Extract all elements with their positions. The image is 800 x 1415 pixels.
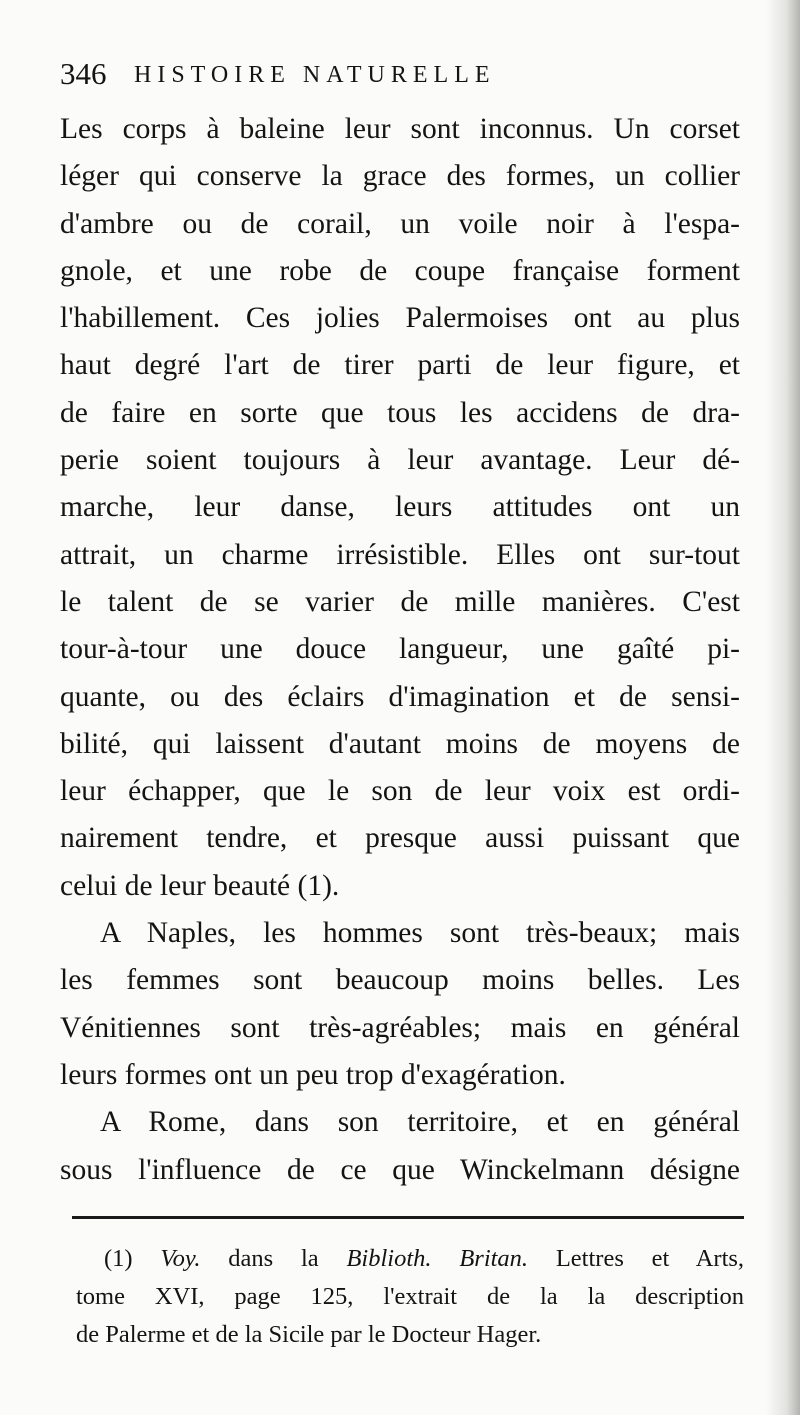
footnote [76,1240,744,1354]
text-line: leurs formes ont un peu trop d'exagération. [60,1058,566,1091]
footnote-rule [72,1216,744,1219]
text-line: gnole, et une robe de coupe française forment [60,254,740,287]
footnote-voy: Voy. [160,1245,201,1272]
text-line: perie soient toujours à leur avantage. Leur dé- [60,444,740,477]
footnote-biblioth: Biblioth. [346,1245,432,1272]
footnote-text: Lettres et Arts, [555,1245,744,1272]
text-line: marche, leur danse, leurs attitudes ont un [60,491,740,524]
text-line: tour-à-tour une douce langueur, une gaîté pi- [60,633,740,666]
text-line: d'ambre ou de corail, un voile noir à l'espa- [60,207,740,240]
page-gutter-shadow [766,0,800,1415]
text-line: Les corps à baleine leur sont inconnus. Un corset [60,113,740,145]
text-line: de faire en sorte que tous les accidens de dra- [60,396,740,429]
footnote-text: dans la [228,1245,319,1272]
text-line: l'habillement. Ces jolies Palermoises ont au plus [60,302,740,335]
text-line: les femmes sont beaucoup moins belles. Les [60,964,740,997]
text-line: léger qui conserve la grace des formes, un collier [60,160,740,193]
footnote-marker: (1) [104,1245,133,1272]
footnote-line: de Palerme et de la Sicile par le Docteur Hager. [76,1321,542,1348]
text-line: A Rome, dans son territoire, et en général [100,1106,740,1139]
text-line: attrait, un charme irrésistible. Elles ont sur-tout [60,538,740,571]
footnote-line [76,1240,744,1278]
footnote-britan: Britan. [459,1245,529,1272]
text-line: celui de leur beauté (1). [60,869,340,902]
page-number: 346 [60,56,107,91]
text-line: bilité, qui laissent d'autant moins de moyens de [60,727,740,760]
running-head: HISTOIRE NATURELLE [134,62,496,88]
text-line: le talent de se varier de mille manières. C'est [60,585,740,618]
text-line: haut degré l'art de tirer parti de leur figure, et [60,349,740,382]
text-line: quante, ou des éclairs d'imagination et de sensi- [60,680,740,713]
text-line: nairement tendre, et presque aussi puissant que [60,822,740,855]
text-line: Vénitiennes sont très-agréables; mais en général [60,1011,740,1044]
text-line: A Naples, les hommes sont très-beaux; mais [100,917,740,950]
text-line: leur échapper, que le son de leur voix est ordi- [60,775,740,808]
text-line: sous l'influence de ce que Winckelmann désigne [60,1153,740,1186]
body-text [60,106,740,1194]
footnote-line: tome XVI, page 125, l'extrait de la la description [76,1283,744,1310]
page-header [60,54,740,98]
